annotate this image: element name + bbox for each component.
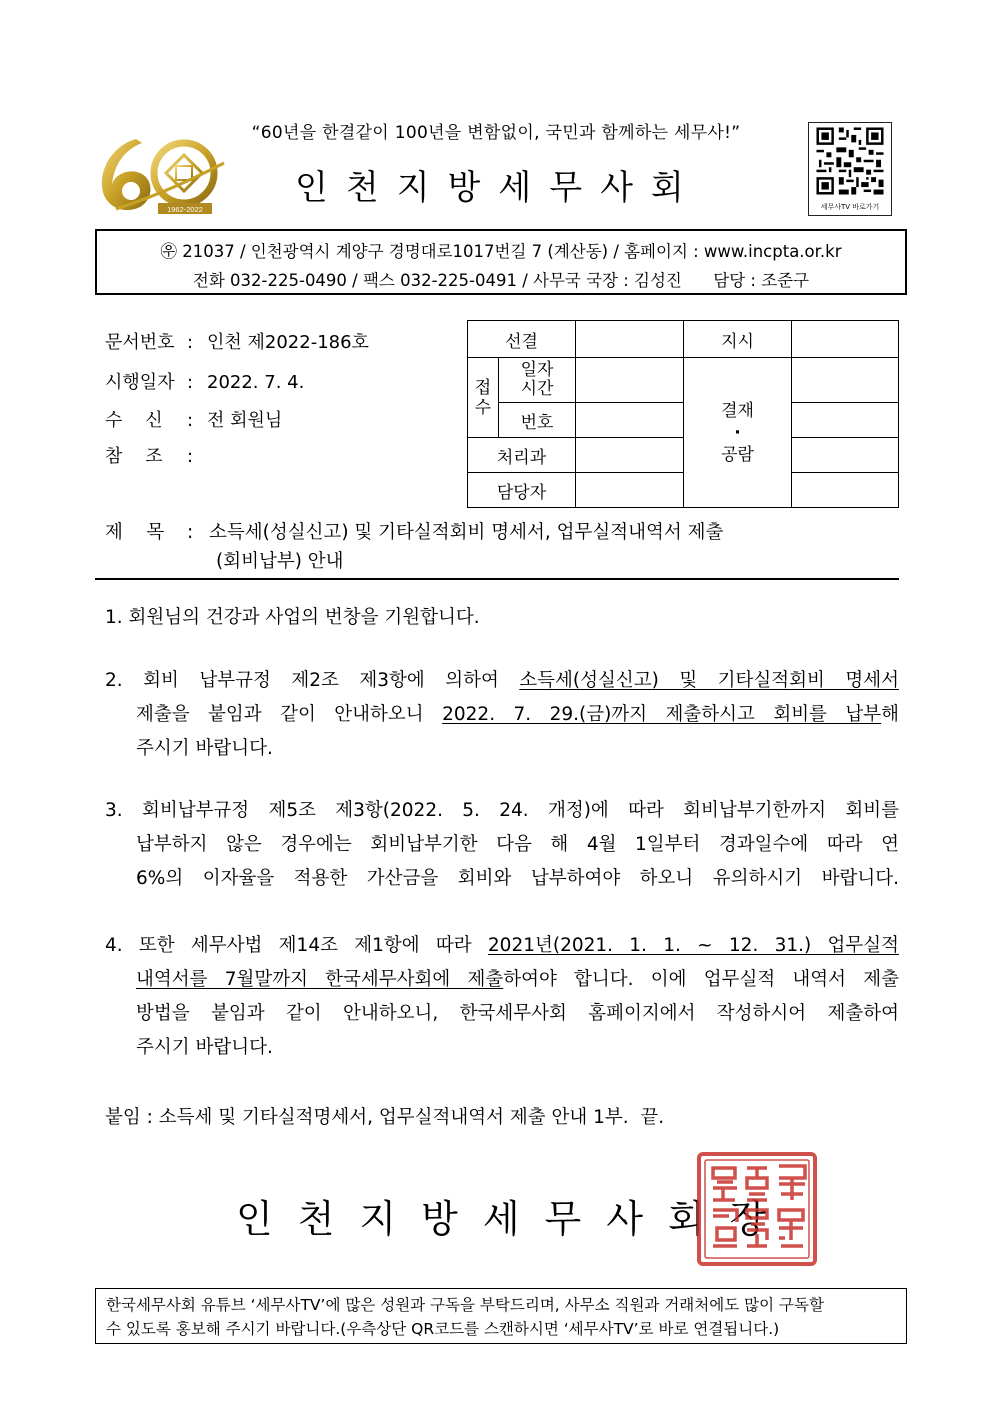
notice-line-2: 수 있도록 홍보해 주시기 바랍니다.(우측상단 QR코드를 스캔하시면 ‘세무사TV’로 바로 연결됩니다.) [106,1320,780,1338]
gyeoljae-label: 결재 [721,400,754,421]
p4-underlined-b: 내역서를 7월말까지 한국세무사회에 제출 [136,969,504,990]
notice-line-1: 한국세무사회 유튜브 ‘세무사TV’에 많은 성원과 구독을 부탁드리며, 사무소 직원과 거래처에도 많이 구독할 [106,1296,824,1314]
subject-label: 제 목 [105,522,165,543]
p4-text-b-tail: 하여야 합니다. 이에 업무실적 내역서 제출 [503,969,899,990]
meta-reference: 참 조 : [105,442,207,468]
meta-label: 수 신 [105,410,163,431]
official-seal-stamp [695,1150,819,1268]
cell-approval-value-4 [792,473,899,508]
60th-anniversary-logo [96,135,228,217]
cell-cheorigwa-value [576,438,684,473]
p4-text-a: 4. 또한 세무사법 제14조 제1항에 따라 [105,935,488,956]
attachment-line: 붙임 : 소득세 및 기타실적명세서, 업무실적내역서 제출 안내 1부. 끝. [105,1107,665,1128]
p2-underlined-b: 2022. 7. 29.(금)까지 제출하시고 회비를 납부 [442,704,882,725]
cell-ilja-sigan [499,358,576,403]
address-line-2: 전화 032-225-0490 / 팩스 032-225-0491 / 사무국 국장 : 김성진 담당 : 조준구 [192,271,810,290]
cell-ilja-value [576,358,684,403]
paragraph-4-line-2 [105,963,899,997]
cell-beonho: 번호 [499,403,576,438]
cell-approval-value-1 [792,358,899,403]
logo-years: 1962-2022 [167,205,203,214]
paragraph-4-line-3: 방법을 붙임과 같이 안내하오니, 한국세무사회 홈페이지에서 작성하시어 제출하여 [136,1003,899,1024]
subject-line-1: 소득세(성실신고) 및 기타실적회비 명세서, 업무실적내역서 제출 [209,522,724,543]
cell-beonho-value [576,403,684,438]
cell-seongyeol: 선결 [468,321,576,358]
youtube-notice-box [95,1288,907,1344]
p2-text-b: 제출을 붙임과 같이 안내하오니 [136,704,443,725]
approval-table [467,320,899,508]
sigan-label: 시간 [520,379,554,399]
paragraph-2-line-2 [105,698,899,732]
slogan: “60년을 한결같이 100년을 변함없이, 국민과 함께하는 세무사!” [251,123,741,143]
paragraph-3-line-3: 6%의 이자율을 적용한 가산금을 회비와 납부하여야 하오니 유의하시기 바랍니다. [136,868,899,889]
signature: 인천지방세무사회장 [236,1197,792,1241]
meta-label: 시행일자 [105,372,175,393]
qr-caption: 세무사TV 바로가기 [820,203,880,211]
cell-damdangja: 담당자 [468,473,576,508]
paragraph-1: 1. 회원님의 건강과 사업의 번창을 기원합니다. [105,607,480,628]
paragraph-2-line-3: 주시기 바랍니다. [136,738,273,759]
paragraph-3-line-1: 3. 회비납부규정 제5조 제3항(2022. 5. 24. 개정)에 따라 회비납부기한까지 회비를 [105,800,899,821]
cell-gyeoljae-gongram [684,358,792,508]
ilja-label: 일자 [520,360,554,380]
cell-jeopsu [468,358,499,438]
p2-text-a: 2. 회비 납부규정 제2조 제3항에 의하여 [105,670,520,691]
meta-doc-no: 문서번호 : 인천 제2022-186호 [105,328,369,354]
cell-approval-value-2 [792,403,899,438]
meta-label: 참 조 [105,446,163,467]
paragraph-4 [105,929,899,1065]
cell-jisi: 지시 [684,321,792,358]
paragraph-2-line-1 [105,664,899,698]
paragraph-4-line-1 [105,929,899,963]
jeopsu-label: 접수 [474,377,492,418]
meta-label: 문서번호 [105,332,175,353]
qr-code-panel[interactable] [808,122,892,216]
gongram-label: 공람 [721,444,754,465]
cell-jisi-value [792,321,899,358]
meta-recipient: 수 신 : 전 회원님 [105,406,282,432]
paragraph-2 [105,664,899,766]
organization-title: 인천지방세무사회 [295,168,702,208]
p4-underlined-a: 2021년(2021. 1. 1. ~ 12. 31.) 업무실적 [487,935,899,956]
meta-value: 2022. 7. 4. [207,372,305,393]
meta-date: 시행일자 : 2022. 7. 4. [105,368,304,394]
divider-line [95,578,899,580]
cell-seongyeol-value [576,321,684,358]
subject: 제 목 : 소득세(성실신고) 및 기타실적회비 명세서, 업무실적내역서 제출 (회비납부) 안내 [105,518,723,576]
meta-value: 인천 제2022-186호 [207,332,369,353]
paragraph-3-line-2: 납부하지 않은 경우에는 회비납부기한 다음 해 4월 1일부터 경과일수에 따라 연 [136,834,899,855]
subject-line-2: (회비납부) 안내 [216,551,344,572]
address-line-1: ㉾ 21037 / 인천광역시 계양구 경명대로1017번길 7 (계산동) / 홈페이지 : www.incpta.or.kr [160,242,842,261]
meta-value: 전 회원님 [207,410,283,431]
paragraph-4-line-4: 주시기 바랍니다. [136,1037,273,1058]
p2-text-b-tail: 해 [881,704,899,725]
dot-separator: · [734,422,741,443]
cell-damdangja-value [576,473,684,508]
p2-underlined-a: 소득세(성실신고) 및 기타실적회비 명세서 [519,670,899,691]
paragraph-3 [105,794,899,896]
cell-approval-value-3 [792,438,899,473]
cell-cheorigwa: 처리과 [468,438,576,473]
qr-code-icon [810,125,890,197]
address-box [95,229,907,295]
